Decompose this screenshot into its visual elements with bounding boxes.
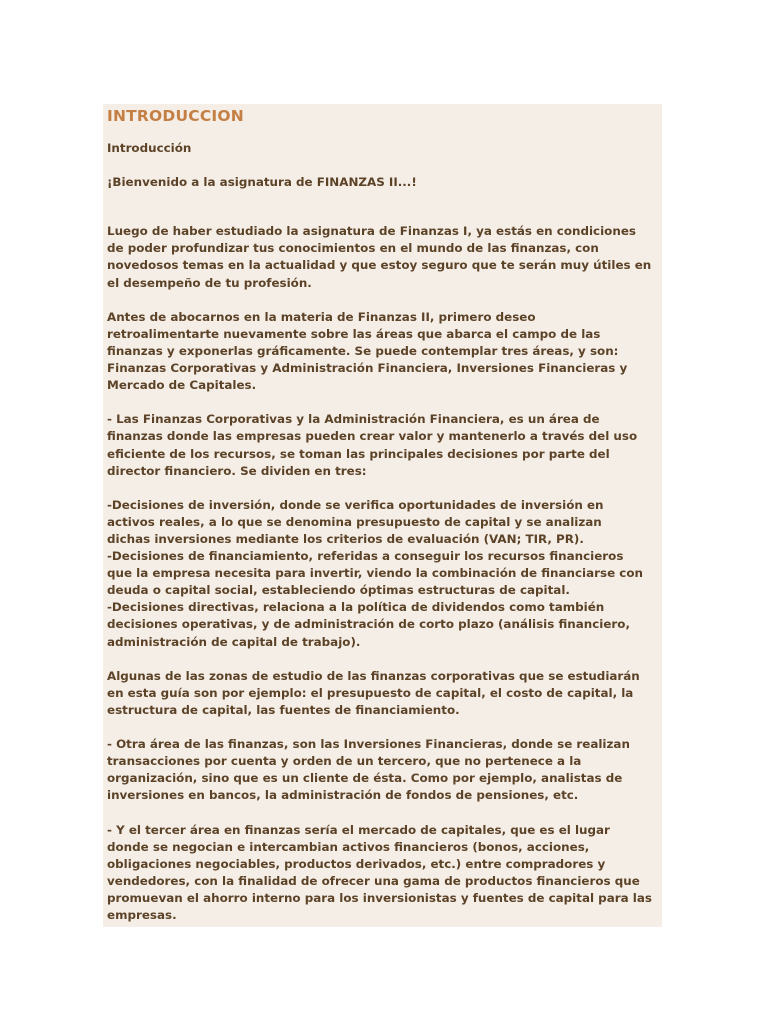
paragraph-line: deuda o capital social, estableciendo óptimas estructuras de capital. [107, 583, 570, 598]
spacer [107, 480, 662, 497]
paragraph-line: administración de capital de trabajo). [107, 634, 361, 649]
paragraph-line: transacciones por cuenta y orden de un tercero, que no pertenece a la [107, 754, 582, 769]
paragraph-line: novedosos temas en la actualidad y que estoy seguro que te serán muy útiles en [107, 258, 652, 273]
paragraph-line: Antes de abocarnos en la materia de Finanzas II, primero deseo [107, 309, 536, 324]
paragraph-line: en esta guía son por ejemplo: el presupuesto de capital, el costo de capital, la [107, 685, 634, 700]
paragraph-line: Algunas de las zonas de estudio de las finanzas corporativas que se estudiarán [107, 668, 640, 683]
paragraph [107, 411, 662, 479]
spacer [107, 157, 662, 174]
paragraph-line: de poder profundizar tus conocimientos en el mundo de las finanzas, con [107, 241, 599, 256]
paragraph-line: obligaciones negociables, productos derivados, etc.) entre compradores y [107, 856, 606, 871]
content-panel [103, 104, 662, 927]
paragraph-line: director financiero. Se dividen en tres: [107, 463, 367, 478]
paragraph-line: empresas. [107, 908, 177, 923]
paragraph [107, 736, 662, 804]
paragraph-line: Luego de haber estudiado la asignatura de Finanzas I, ya estás en condiciones [107, 224, 636, 239]
paragraph-line: Mercado de Capitales. [107, 378, 257, 393]
paragraph-line: el desempeño de tu profesión. [107, 275, 312, 290]
paragraph-line: -Decisiones directivas, relaciona a la política de dividendos como también [107, 600, 605, 615]
paragraph-line: Finanzas Corporativas y Administración Financiera, Inversiones Financieras y [107, 361, 628, 376]
paragraph-line: - Y el tercer área en finanzas sería el mercado de capitales, que es el lugar [107, 822, 610, 837]
section-subtitle: Introducción [107, 141, 192, 155]
spacer [107, 804, 662, 821]
paragraph-line: promuevan el ahorro interno para los inversionistas y fuentes de capital para las [107, 890, 652, 905]
spacer [107, 292, 662, 309]
paragraph-line: - Las Finanzas Corporativas y la Administración Financiera, es un área de [107, 412, 600, 427]
welcome-line: ¡Bienvenido a la asignatura de FINANZAS II...! [107, 175, 417, 190]
paragraph [107, 497, 662, 651]
paragraph-line: activos reales, a lo que se denomina presupuesto de capital y se analizan [107, 514, 602, 529]
paragraph [107, 668, 662, 719]
paragraph [107, 223, 662, 291]
paragraph-line: decisiones operativas, y de administración de corto plazo (análisis financiero, [107, 617, 630, 632]
document-title: INTRODUCCION [107, 107, 244, 125]
spacer [107, 191, 662, 223]
paragraph-line: estructura de capital, las fuentes de financiamiento. [107, 702, 460, 717]
paragraph-list [107, 223, 662, 924]
spacer [107, 651, 662, 668]
paragraph-line: organización, sino que es un cliente de ésta. Como por ejemplo, analistas de [107, 771, 623, 786]
paragraph-line: retroalimentarte nuevamente sobre las áreas que abarca el campo de las [107, 326, 601, 341]
spacer [107, 719, 662, 736]
paragraph-line: - Otra área de las finanzas, son las Inversiones Financieras, donde se realizan [107, 737, 630, 752]
paragraph [107, 309, 662, 394]
paragraph-line: dichas inversiones mediante los criterios de evaluación (VAN; TIR, PR). [107, 531, 584, 546]
paragraph-line: inversiones en bancos, la administración de fondos de pensiones, etc. [107, 788, 579, 803]
paragraph-line: finanzas donde las empresas pueden crear valor y mantenerlo a través del uso [107, 429, 638, 444]
paragraph-line: finanzas y exponerlas gráficamente. Se puede contemplar tres áreas, y son: [107, 343, 619, 358]
paragraph-line: donde se negocian e intercambian activos financieros (bonos, acciones, [107, 839, 590, 854]
paragraph-line: vendedores, con la finalidad de ofrecer una gama de productos financieros que [107, 873, 640, 888]
spacer [107, 394, 662, 411]
paragraph-line: -Decisiones de financiamiento, referidas a conseguir los recursos financieros [107, 549, 624, 564]
paragraph-line: que la empresa necesita para invertir, viendo la combinación de financiarse con [107, 566, 643, 581]
document-body [107, 140, 662, 924]
paragraph-line: -Decisiones de inversión, donde se verifica oportunidades de inversión en [107, 497, 604, 512]
paragraph-line: eficiente de los recursos, se toman las principales decisiones por parte del [107, 446, 610, 461]
paragraph [107, 822, 662, 925]
